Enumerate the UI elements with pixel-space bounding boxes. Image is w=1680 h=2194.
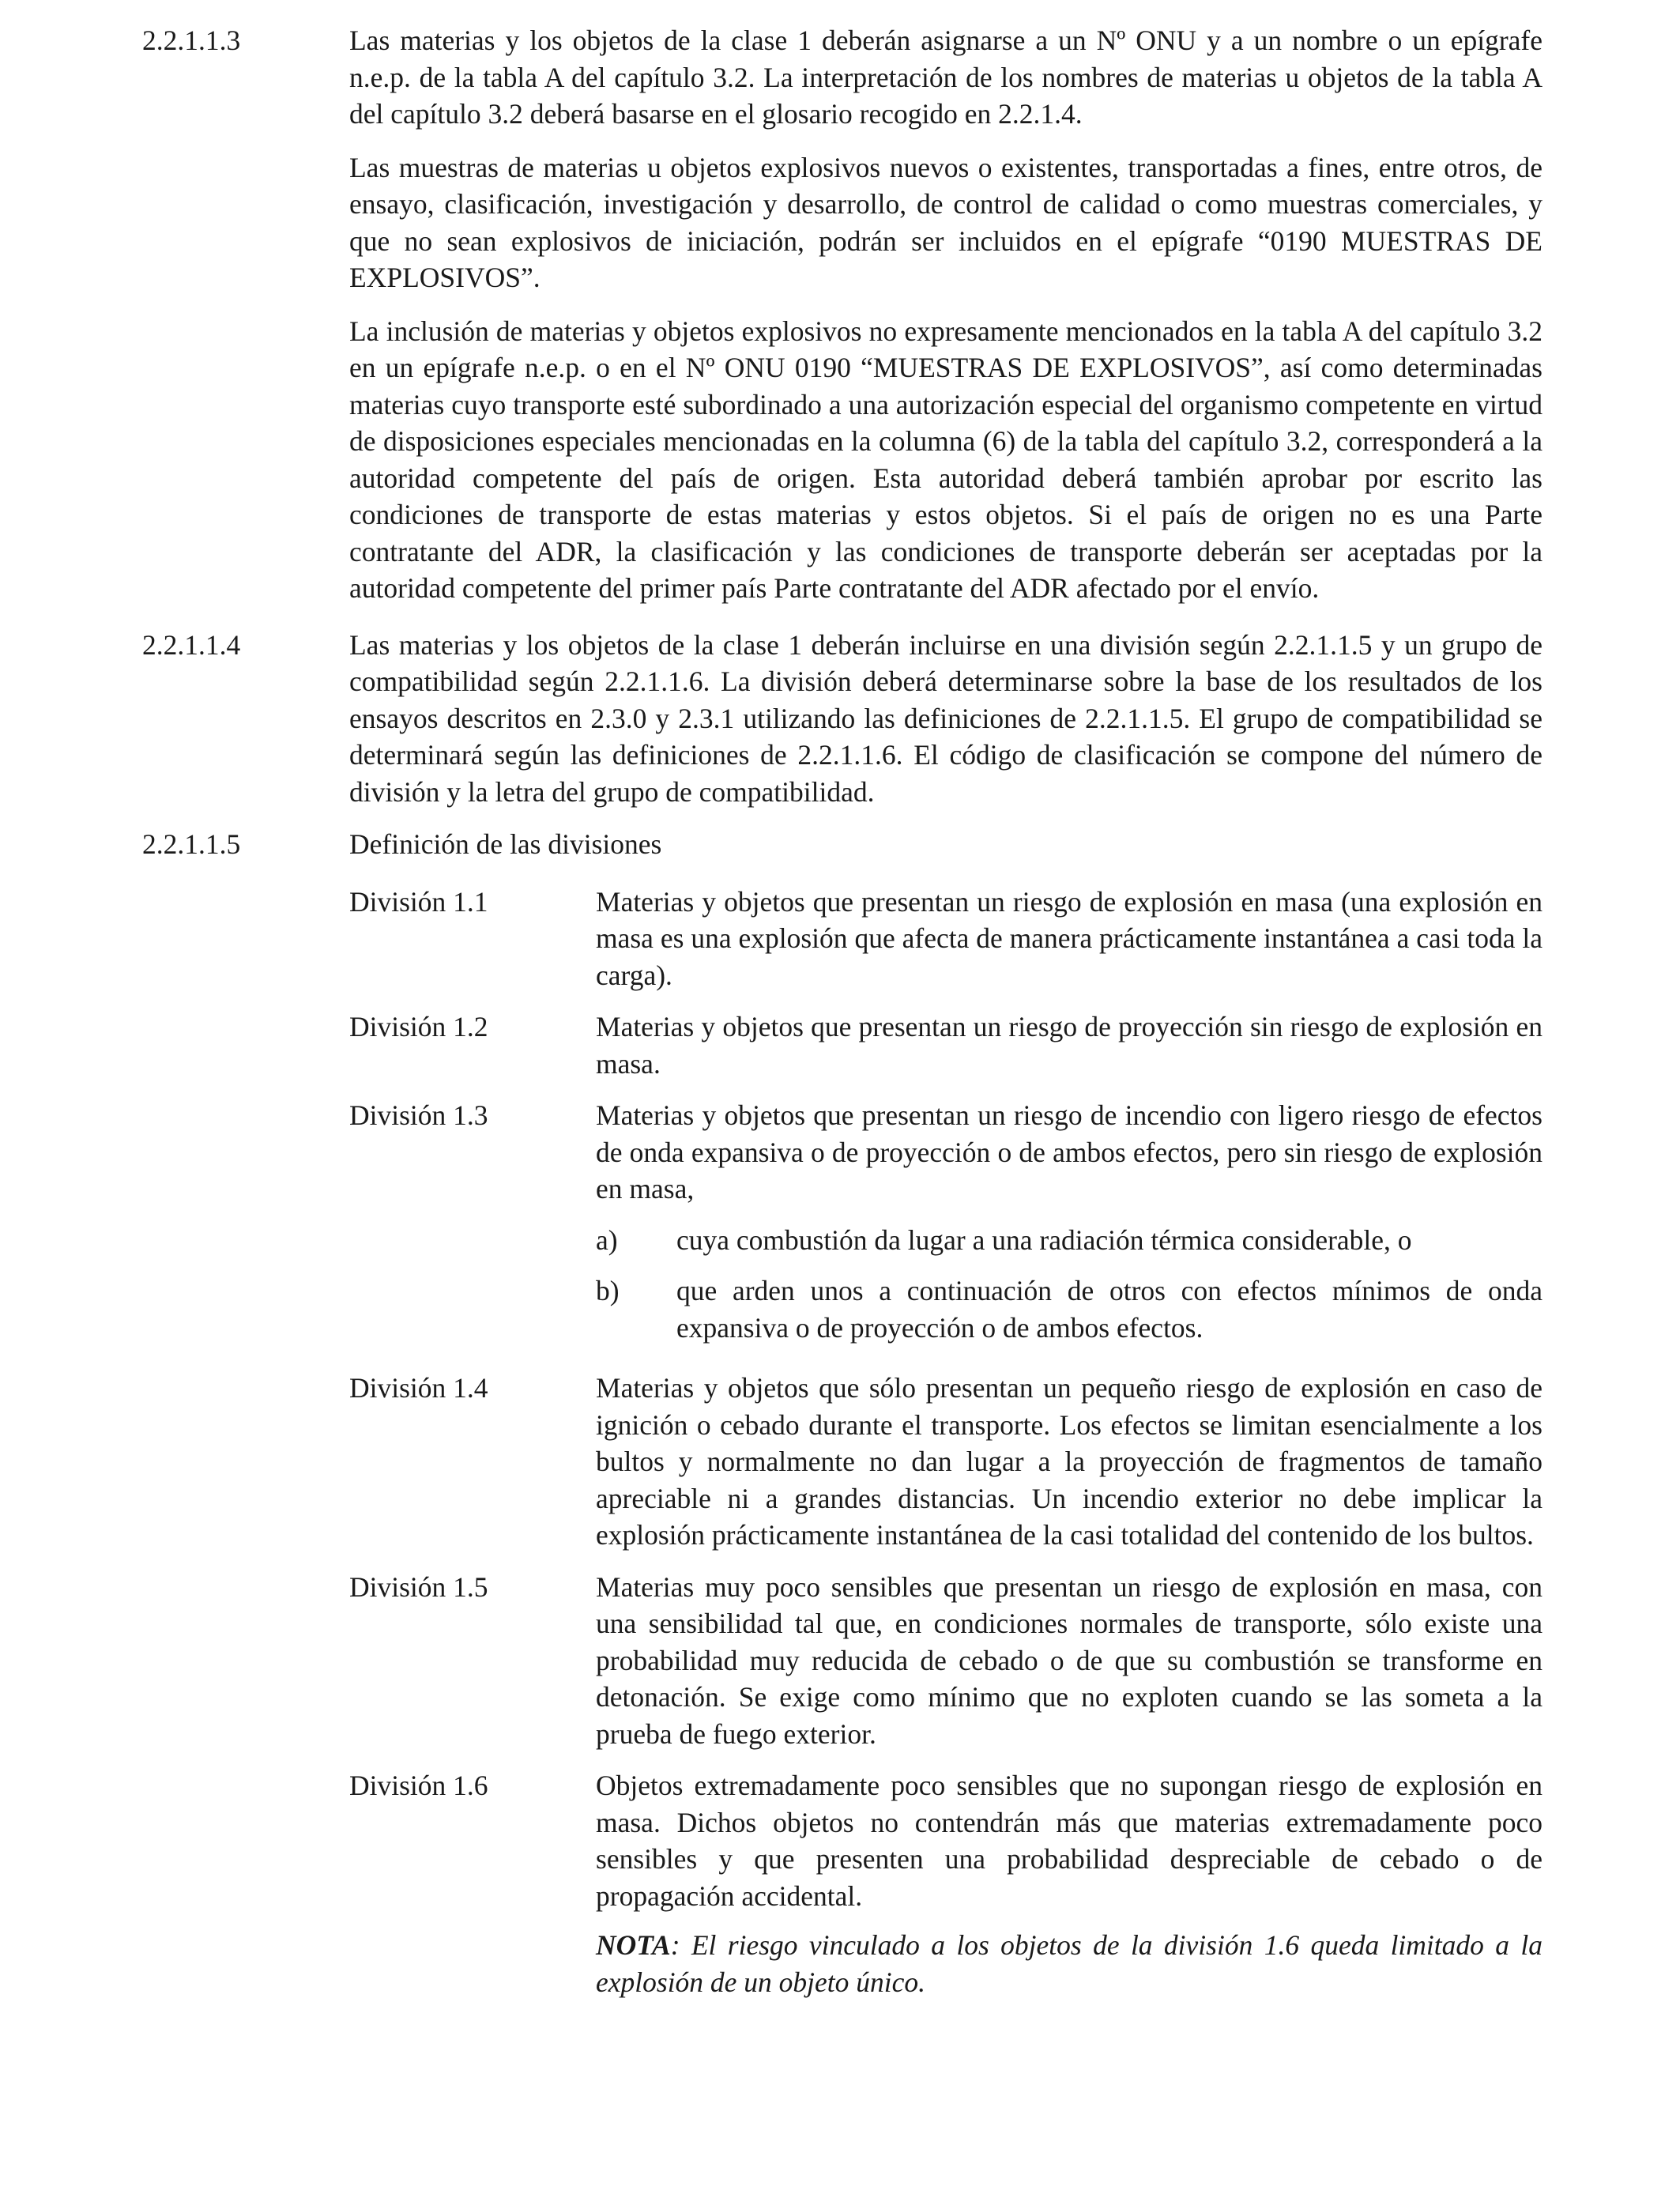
division-1-5: [349, 1569, 1543, 1753]
sub-letter: a): [596, 1223, 618, 1256]
section-2-2-1-1-5: [142, 826, 1543, 2000]
section-2-2-1-1-4: [142, 627, 1543, 811]
division-1-6: [349, 1767, 1543, 2000]
division-label: División 1.6: [349, 1770, 488, 1801]
sub-letter: b): [596, 1275, 620, 1306]
section-number: 2.2.1.1.5: [142, 828, 241, 860]
division-label: División 1.4: [349, 1372, 488, 1404]
division-1-3: [349, 1097, 1543, 1346]
division-1-1: [349, 884, 1543, 994]
document-page: [142, 22, 1543, 2000]
division-text: Objetos extremadamente poco sensibles que no supongan riesgo de explosión en masa. Dichos objetos no contendrán más que materias extremadamente poco sensibles y que presenten una probabilidad despreciable de cebado o de propagación accidental.: [596, 1770, 1543, 1912]
paragraph: Las materias y los objetos de la clase 1 deberán asignarse a un Nº ONU y a un nombre o un epígrafe n.e.p. de la tabla A del capítulo 3.2. La interpretación de los nombres de materias u objetos de la tabla A del capítulo 3.2 deberá basarse en el glosario recogido en 2.2.1.4.: [349, 25, 1543, 130]
sub-text: que arden unos a continuación de otros con efectos mínimos de onda expansiva o de proyección o de ambos efectos.: [676, 1275, 1543, 1344]
division-text: Materias muy poco sensibles que presentan un riesgo de explosión en masa, con una sensibilidad tal que, en condiciones normales de transporte, sólo existe una probabilidad muy reducida de cebado o de que su combustión se transforme en detonación. Se exige como mínimo que no exploten cuando se las someta a la prueba de fuego exterior.: [596, 1570, 1543, 1750]
note: [596, 1927, 1543, 2000]
paragraph: La inclusión de materias y objetos explosivos no expresamente mencionados en la tabla A del capítulo 3.2 en un epígrafe n.e.p. o en el Nº ONU 0190 “MUESTRAS DE EXPLOSIVOS”, así como determinadas materias cuyo transporte esté subordinado a una autorización especial del organismo competente en virtud de disposiciones especiales mencionadas en la columna (6) de la tabla del capítulo 3.2, corresponderá a la autoridad competente del país de origen. Esta autoridad deberá también aprobar por escrito las condiciones de transporte de estas materias y estos objetos. Si el país de origen no es una Parte contratante del ADR, la clasificación y las condiciones de transporte deberán ser aceptadas por la autoridad competente del primer país Parte contratante del ADR afectado por el envío.: [349, 315, 1543, 604]
division-label: División 1.1: [349, 885, 488, 918]
sub-text: cuya combustión da lugar a una radiación térmica considerable, o: [676, 1223, 1412, 1256]
division-1-2: [349, 1008, 1543, 1082]
sub-item-a: [596, 1222, 1543, 1259]
section-2-2-1-1-3: [142, 22, 1543, 607]
note-label: NOTA: [596, 1929, 671, 1961]
division-list: [349, 884, 1543, 2001]
section-number: 2.2.1.1.4: [142, 628, 241, 661]
section-number: 2.2.1.1.3: [142, 25, 241, 56]
note-text: : El riesgo vinculado a los objetos de la división 1.6 queda limitado a la explosión de un objeto único.: [596, 1929, 1543, 1998]
division-label: División 1.2: [349, 1011, 488, 1042]
paragraph: Las materias y los objetos de la clase 1 deberán incluirse en una división según 2.2.1.1.5 y un grupo de compatibilidad según 2.2.1.1.6. La división deberá determinarse sobre la base de los resultados de los ensayos descritos en 2.3.0 y 2.3.1 utilizando las definiciones de 2.2.1.1.5. El grupo de compatibilidad se determinará según las definiciones de 2.2.1.1.6. El código de clasificación se compone del número de división y la letra del grupo de compatibilidad.: [349, 628, 1543, 808]
sub-list: [596, 1222, 1543, 1347]
sub-item-b: [596, 1272, 1543, 1346]
division-label: División 1.5: [349, 1570, 488, 1603]
paragraph: Las muestras de materias u objetos explosivos nuevos o existentes, transportadas a fines, entre otros, de ensayo, clasificación, investigación y desarrollo, de control de calidad o como muestras comerciales, y que no sean explosivos de iniciación, podrán ser incluidos en el epígrafe “0190 MUESTRAS DE EXPLOSIVOS”.: [349, 151, 1543, 293]
division-text: Materias y objetos que presentan un riesgo de proyección sin riesgo de explosión en masa.: [596, 1011, 1543, 1080]
division-text: Materias y objetos que sólo presentan un pequeño riesgo de explosión en caso de ignición o cebado durante el transporte. Los efectos se limitan esencialmente a los bultos y normalmente no dan lugar a la proyección de fragmentos de tamaño apreciable ni a grandes distancias. Un incendio exterior no debe implicar la explosión prácticamente instantánea de la casi totalidad del contenido de los bultos.: [596, 1372, 1543, 1551]
division-text: Materias y objetos que presentan un riesgo de incendio con ligero riesgo de efectos de onda expansiva o de proyección o de ambos efectos, pero sin riesgo de explosión en masa,: [596, 1099, 1543, 1204]
division-label: División 1.3: [349, 1099, 488, 1131]
section-title: Definición de las divisiones: [349, 828, 662, 860]
division-text: Materias y objetos que presentan un riesgo de explosión en masa (una explosión en masa es una explosión que afecta de manera prácticamente instantánea a casi toda la carga).: [596, 885, 1543, 991]
division-1-4: [349, 1370, 1543, 1554]
